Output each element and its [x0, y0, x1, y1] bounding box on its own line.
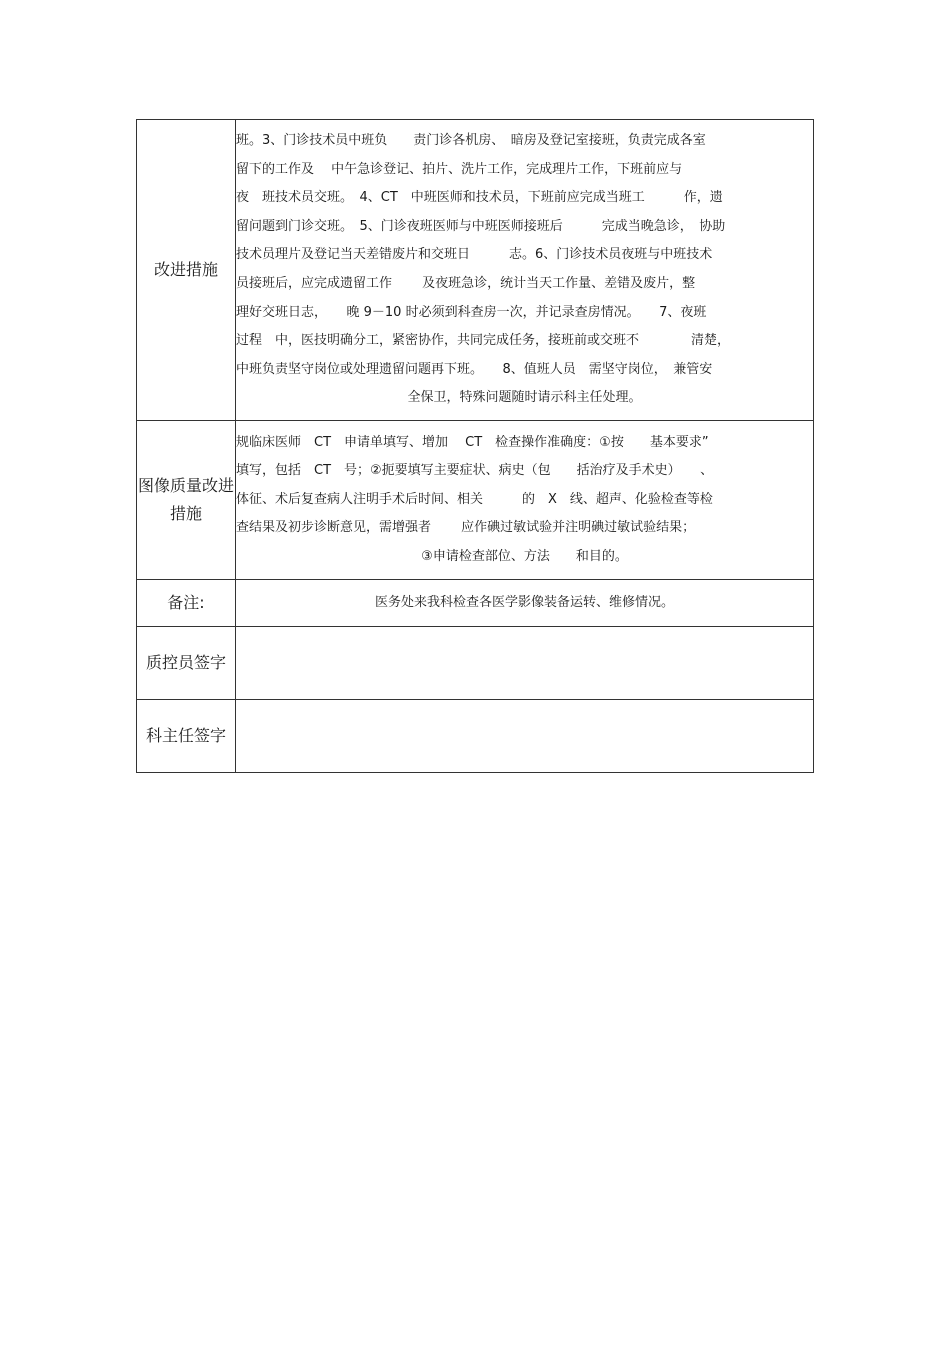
text-line: 体征、术后复查病人注明手术后时间、相关 的 X 线、超声、化验检查等检	[236, 491, 713, 507]
table-row	[137, 627, 814, 700]
row-label-improvement: 改进措施	[137, 120, 236, 421]
text-line: ③申请检查部位、方法 和目的。	[421, 548, 628, 564]
row-label-director-signature: 科主任签字	[137, 700, 236, 773]
image-quality-measures-text	[236, 421, 814, 580]
quality-control-table	[136, 119, 814, 773]
text-line: 留问题到门诊交班。 5、门诊夜班医师与中班医师接班后 完成当晚急诊， 协助	[236, 218, 726, 234]
row-label-image-quality: 图像质量改进措施	[137, 421, 236, 580]
text-line: 医务处来我科检查各医学影像装备运转、维修情况。	[374, 594, 674, 610]
remarks-text	[236, 580, 814, 627]
qc-signature-field[interactable]	[236, 627, 814, 700]
text-line: 查结果及初步诊断意见，需增强者 应作碘过敏试验并注明碘过敏试验结果；	[236, 520, 696, 536]
improvement-measures-text	[236, 120, 814, 421]
text-line: 留下的工作及 中午急诊登记、拍片、洗片工作，完成理片工作，下班前应与	[236, 161, 683, 177]
text-line: 夜 班技术员交班。 4、CT 中班医师和技术员，下班前应完成当班工 作，遗	[236, 190, 723, 206]
table-row	[137, 421, 814, 580]
table-row	[137, 700, 814, 773]
text-line: 中班负责坚守岗位或处理遗留问题再下班。 8、值班人员 需坚守岗位， 兼管安	[236, 361, 713, 377]
director-signature-field[interactable]	[236, 700, 814, 773]
text-line: 过程 中，医技明确分工，紧密协作，共同完成任务，接班前或交班不 清楚，	[236, 333, 731, 349]
text-line: 规临床医师 CT 申请单填写、增加 CT 检查操作准确度：①按 基本要求”	[236, 434, 709, 450]
row-label-qc-signature: 质控员签字	[137, 627, 236, 700]
text-line: 技术员理片及登记当天差错废片和交班日 志。6、门诊技术员夜班与中班技术	[236, 247, 713, 263]
text-line: 班。3、门诊技术员中班负 责门诊各机房、 暗房及登记室接班，负责完成各室	[236, 133, 706, 149]
text-line: 理好交班日志， 晚 9－10 时必须到科查房一次，并记录查房情况。 7、夜班	[236, 304, 707, 320]
text-line: 填写，包括 CT 号；②扼要填写主要症状、病史（包 括治疗及手术史） 、	[236, 463, 714, 479]
table-row	[137, 120, 814, 421]
text-line: 全保卫，特殊问题随时请示科主任处理。	[407, 390, 642, 406]
table-row	[137, 580, 814, 627]
row-label-remarks: 备注:	[137, 580, 236, 627]
text-line: 员接班后，应完成遗留工作 及夜班急诊，统计当天工作量、差错及废片，整	[236, 276, 696, 291]
